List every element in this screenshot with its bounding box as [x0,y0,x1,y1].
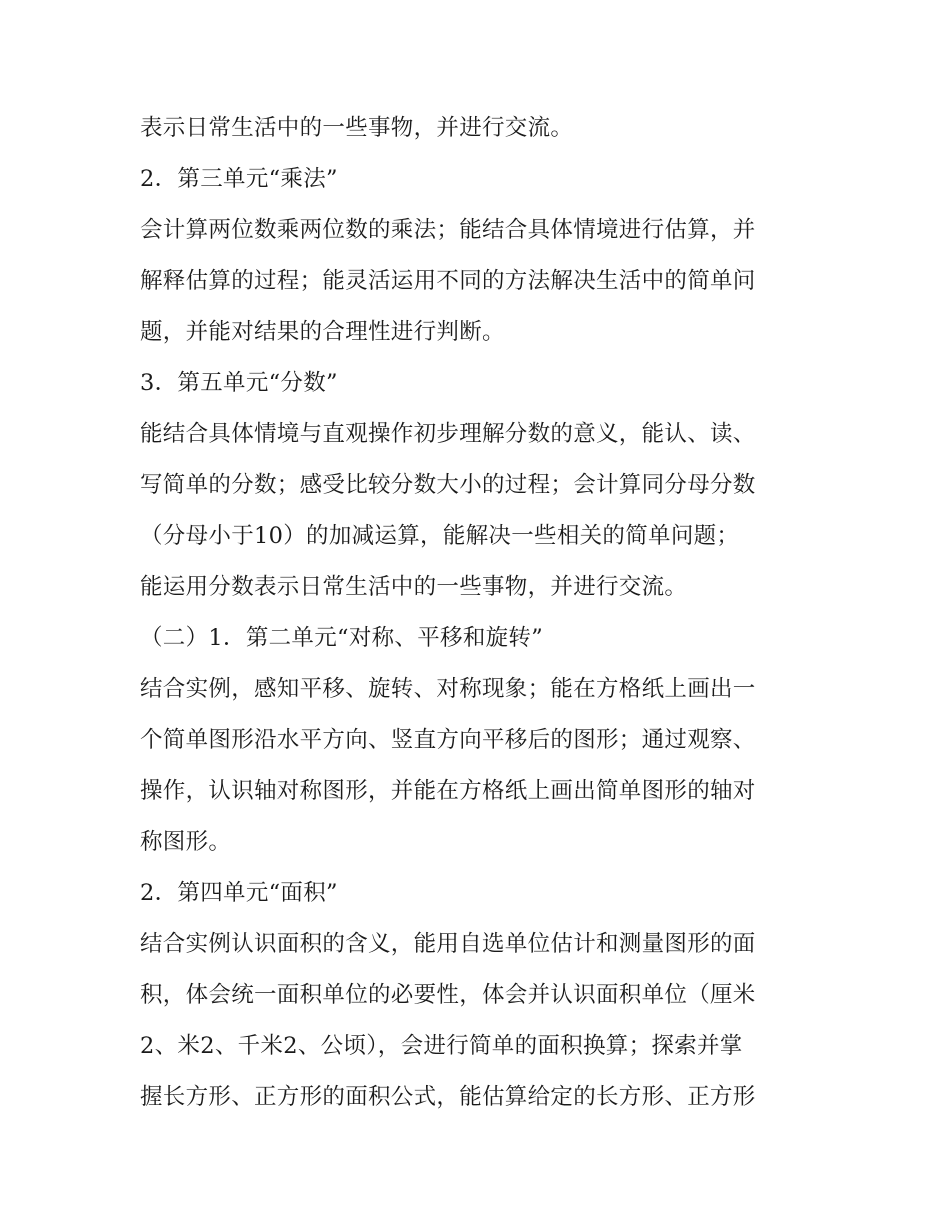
text-line: 结合实例认识面积的含义，能用自选单位估计和测量图形的面 [140,931,756,957]
text-line: 能结合具体情境与直观操作初步理解分数的意义，能认、读、 [140,421,756,447]
text-line: 握长方形、正方形的面积公式，能估算给定的长方形、正方形 [140,1084,756,1110]
text-line: 写简单的分数；感受比较分数大小的过程；会计算同分母分数 [140,472,756,498]
text-line: 能运用分数表示日常生活中的一些事物，并进行交流。 [140,574,688,600]
text-line: 操作，认识轴对称图形，并能在方格纸上画出简单图形的轴对 [140,778,756,804]
text-line: （分母小于10）的加减运算，能解决一些相关的简单问题； [140,523,740,549]
text-line: 题，并能对结果的合理性进行判断。 [140,319,505,345]
text-line: 积，体会统一面积单位的必要性，体会并认识面积单位（厘米 [140,982,756,1008]
text-line: 会计算两位数乘两位数的乘法；能结合具体情境进行估算，并 [140,217,756,243]
section-heading: 2．第三单元“乘法” [140,166,338,192]
section-heading: 2．第四单元“面积” [140,880,338,906]
text-line: 个简单图形沿水平方向、竖直方向平移后的图形；通过观察、 [140,727,756,753]
section-heading: 3．第五单元“分数” [140,370,338,396]
text-line: 结合实例，感知平移、旋转、对称现象；能在方格纸上画出一 [140,676,756,702]
text-line: 解释估算的过程；能灵活运用不同的方法解决生活中的简单问 [140,268,756,294]
text-line: 2、米2、千米2、公顷），会进行简单的面积换算；探索并掌 [140,1033,743,1059]
text-line: 称图形。 [140,829,232,855]
section-heading: （二）1．第二单元“对称、平移和旋转” [140,625,544,651]
text-line: 表示日常生活中的一些事物，并进行交流。 [140,115,574,141]
